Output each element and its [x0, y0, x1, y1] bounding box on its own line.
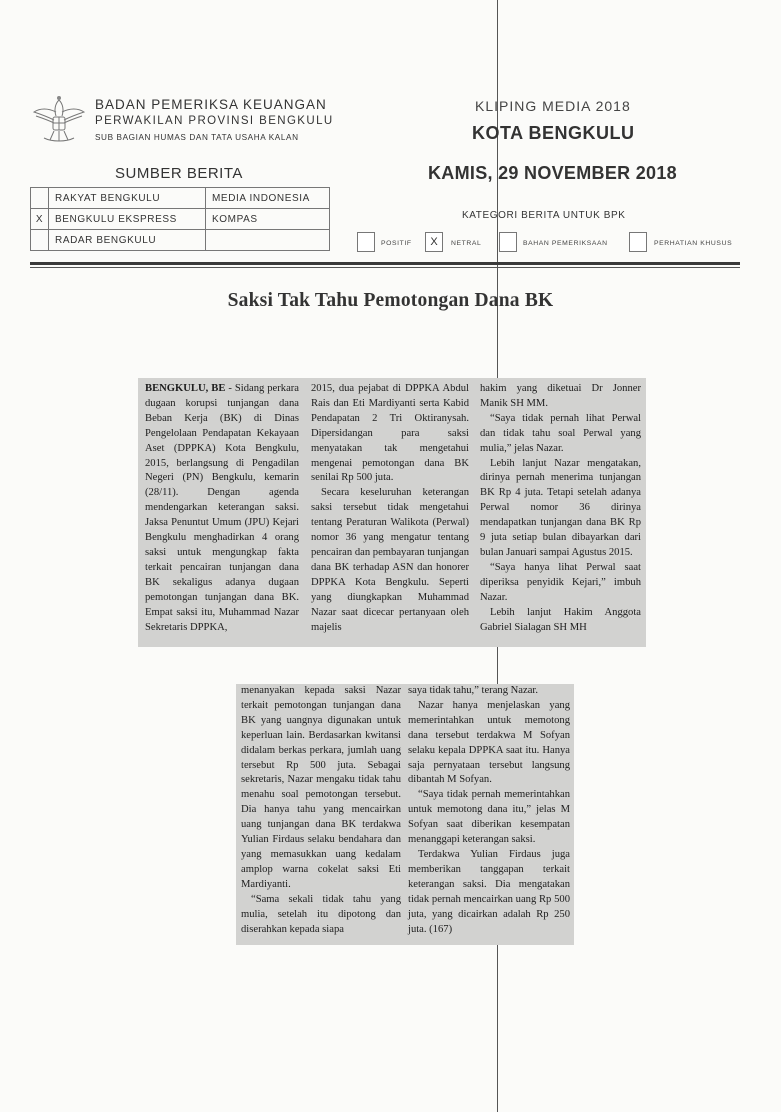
- header-divider-thin: [30, 267, 740, 268]
- article-column-3: [480, 382, 641, 635]
- kategori-title: KATEGORI BERITA UNTUK BPK: [462, 210, 626, 221]
- article-paragraph: BENGKULU, BE - Sidang perkara dugaan korupsi tunjangan dana Beban Kerja (BK) di Dinas Pengelolaan Pendapatan Kekayaan Aset (DPPKA) Kota Bengkulu, 2015, berlangsung di Pengadilan Negeri (PN) Bengkulu, kemarin (28/11). Dengan agenda mendengarkan keterangan saksi. Jaksa Penuntut Umum (JPU) Kejari Bengkulu menghadirkan 4 orang saksi untuk mengungkap fakta terkait pencairan tunjangan dana BK sekaligus adanya dugaan pemotongan tunjangan dana BK. Empat saksi itu, Muhammad Nazar Sekretaris DPPKA,: [145, 383, 300, 633]
- org-name-line1: BADAN PEMERIKSA KEUANGAN: [95, 97, 327, 112]
- article-paragraph: “Sama sekali tidak tahu yang mulia, setelah itu dipotong dan diserahkan kepada siapa: [241, 893, 401, 935]
- article-column-5: [408, 684, 570, 937]
- checkbox-bahan-pemeriksaan[interactable]: [499, 232, 517, 252]
- article-column-4: [241, 684, 401, 937]
- article-paragraph: 2015, dua pejabat di DPPKA Abdul Rais dan Eti Mardiyanti serta Kabid Pendapatan 2 Tri Oktiranysah. Dipersidangan para saksi menyatakan tak mengetahui mengenai pemotongan dana BK senilai Rp 500 juta.: [311, 383, 469, 484]
- checkbox-positif[interactable]: [357, 232, 375, 252]
- article-column-2: [311, 382, 469, 635]
- kota-title: KOTA BENGKULU: [472, 123, 635, 143]
- article-paragraph: “Saya tidak pernah memerintahkan untuk memotong dana itu,” jelas M Sofyan saat diberikan kesempatan menanggapi keterangan saksi.: [408, 789, 570, 846]
- article-column-1: [145, 382, 299, 635]
- article-clipping-part2: [236, 684, 574, 945]
- garuda-emblem-icon: [30, 90, 88, 146]
- source-name: [206, 230, 330, 251]
- article-paragraph: Terdakwa Yulian Firdaus juga memberikan tanggapan terkait keterangan saksi. Dia mengatakan tidak pernah mencairkan uang Rp 500 juta, yang dicairkan adalah Rp 250 juta. (167): [408, 848, 570, 935]
- table-row: [31, 209, 330, 230]
- sumber-berita-table: [30, 187, 330, 251]
- header-divider: [30, 262, 740, 265]
- checkbox-label-bahan-pemeriksaan: BAHAN PEMERIKSAAN: [523, 240, 608, 247]
- table-row: [31, 188, 330, 209]
- article-paragraph: “Saya tidak pernah lihat Perwal dan tidak tahu soal Perwal yang mulia,” jelas Nazar.: [480, 412, 641, 454]
- article-paragraph: saya tidak tahu,” terang Nazar.: [408, 685, 539, 696]
- source-mark: [31, 188, 49, 209]
- source-mark: X: [31, 209, 49, 230]
- article-paragraph: Secara keseluruhan keterangan saksi tersebut tidak mengetahui tentang Peraturan Walikota (Perwal) nomor 36 yang mengatur tentang pencairan dan pembayaran tunjangan dana BK terhadap ASN dan honorer DPPKA Kota Bengkulu. Seperti yang diungkapkan Muhammad Nazar saat dicecar pertanyaan oleh majelis: [311, 487, 469, 633]
- article-dateline: BENGKULU, BE: [145, 383, 226, 394]
- kliping-title: KLIPING MEDIA 2018: [475, 98, 631, 114]
- article-paragraph: menanyakan kepada saksi Nazar terkait pemotongan tunjangan dana BK yang uangnya digunakan untuk keperluan lain. Berdasarkan kwitansi didalam berkas perkara, jumlah uang tersebut Rp 500 juta. Sebagai sekretaris, Nazar mengaku tidak tahu menahu soal pemotongan tersebut. Dia hanya tahu yang mencairkan uang tunjangan dana BK terdakwa Yulian Firdaus selaku bendahara dan yang memasukkan uang kedalam amplop warna cokelat saksi Eti Mardiyanti.: [241, 685, 401, 890]
- article-headline: Saksi Tak Tahu Pemotongan Dana BK: [227, 290, 554, 311]
- source-name: KOMPAS: [206, 209, 330, 230]
- article-paragraph: hakim yang diketuai Dr Jonner Manik SH MM.: [480, 383, 641, 409]
- source-mark: [31, 230, 49, 251]
- article-paragraph: Lebih lanjut Nazar mengatakan, dirinya pernah menerima tunjangan BK Rp 4 juta. Tetapi setelah adanya Perwal nomor 36 dirinya mendapatkan tunjangan dana BK Rp 9 juta setiap bulan dibayarkan dari bulan Januari sampai Agustus 2015.: [480, 457, 641, 558]
- source-name: RAKYAT BENGKULU: [49, 188, 206, 209]
- checkbox-label-netral: NETRAL: [451, 240, 482, 247]
- source-name: MEDIA INDONESIA: [206, 188, 330, 209]
- source-name: RADAR BENGKULU: [49, 230, 206, 251]
- source-name: BENGKULU EKSPRESS: [49, 209, 206, 230]
- org-name-line2: PERWAKILAN PROVINSI BENGKULU: [95, 115, 334, 127]
- article-clipping-part1: [138, 378, 646, 647]
- article-paragraph: “Saya hanya lihat Perwal saat diperiksa penyidik Kejari,” imbuh Nazar.: [480, 561, 641, 603]
- article-paragraph: Lebih lanjut Hakim Anggota Gabriel Sialagan SH MH: [480, 606, 641, 633]
- sumber-berita-title: SUMBER BERITA: [115, 165, 243, 182]
- table-row: [31, 230, 330, 251]
- checkbox-perhatian-khusus[interactable]: [629, 232, 647, 252]
- checkbox-label-positif: POSITIF: [381, 240, 412, 247]
- checkbox-label-perhatian-khusus: PERHATIAN KHUSUS: [654, 240, 733, 247]
- article-paragraph: Nazar hanya menjelaskan yang memerintahkan untuk memotong dana tersebut terdakwa M Sofyan selaku kepala DPPKA saat itu. Hanya saja pernyataan tersebut langsung dibantah M Sofyan.: [408, 699, 570, 786]
- org-name-line3: SUB BAGIAN HUMAS DAN TATA USAHA KALAN: [95, 133, 299, 142]
- publication-date: KAMIS, 29 NOVEMBER 2018: [428, 163, 677, 183]
- checkbox-netral[interactable]: X: [425, 232, 443, 252]
